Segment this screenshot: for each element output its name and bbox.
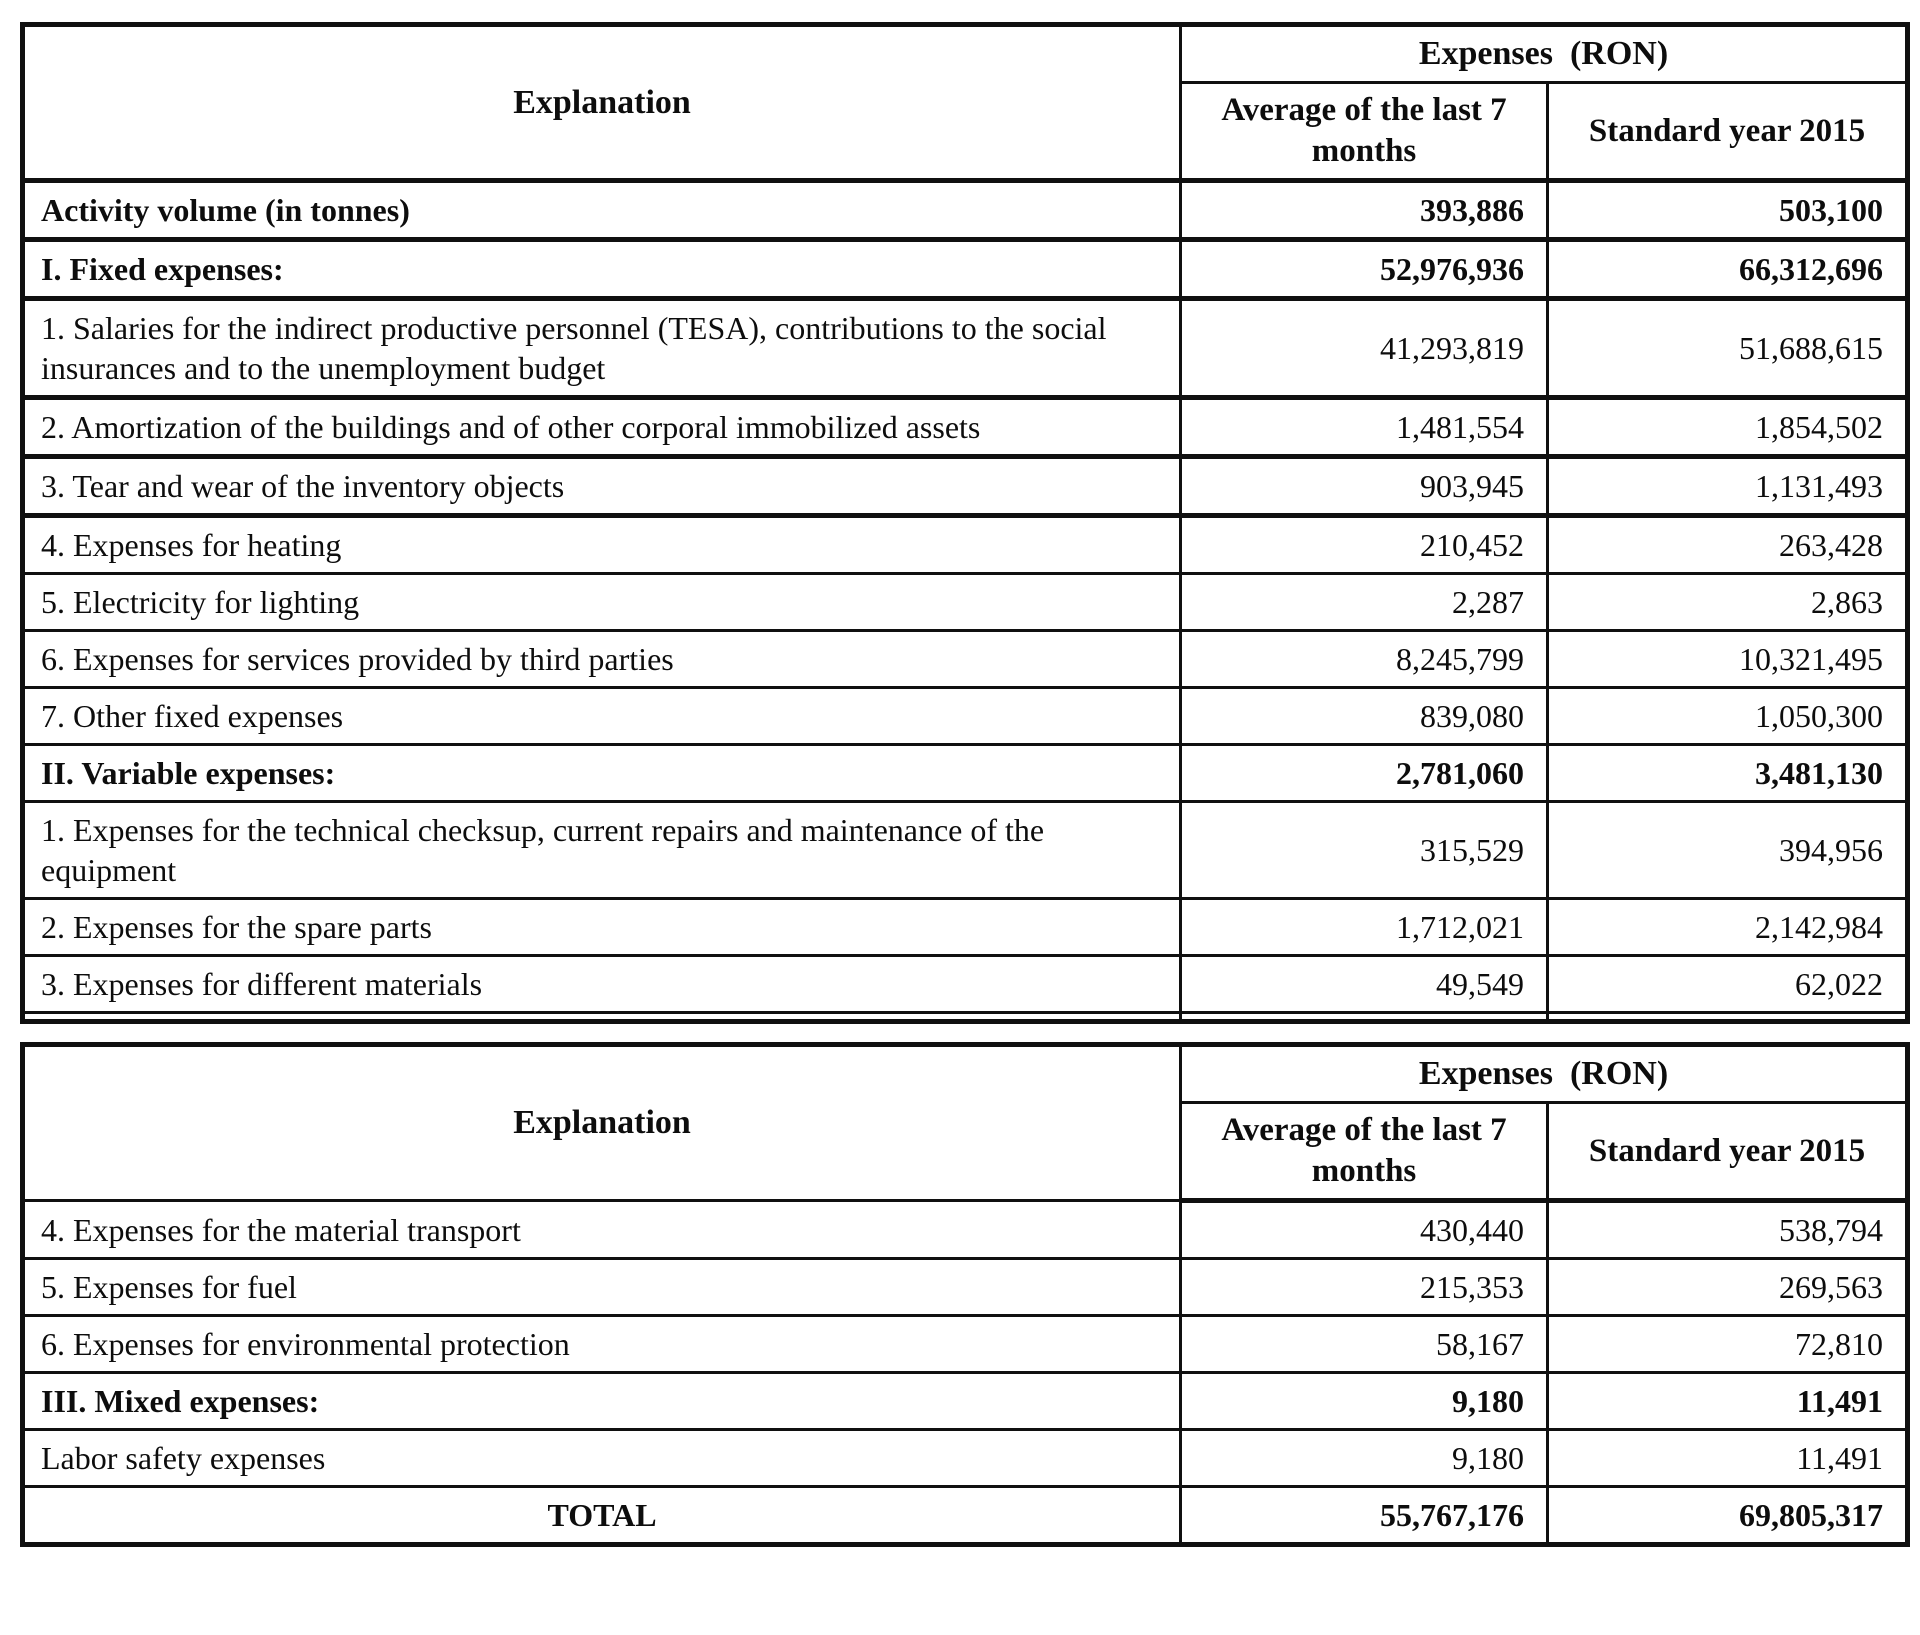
table-row	[23, 457, 1908, 516]
table-row	[23, 240, 1908, 299]
row-label-cell: I. Fixed expenses:	[23, 240, 1181, 299]
row-label-cell: 1. Expenses for the technical checksup, current repairs and maintenance of the equipment	[23, 802, 1181, 899]
row-label-cell: 2. Expenses for the spare parts	[23, 899, 1181, 956]
standard-year-2015-column-header: Standard year 2015	[1548, 1103, 1908, 1201]
avg-value-cell: 2,781,060	[1181, 745, 1548, 802]
table-row	[23, 1259, 1908, 1316]
avg-value-cell: 9,180	[1181, 1373, 1548, 1430]
std-value-cell: 263,428	[1548, 516, 1908, 574]
avg-value-cell: 41,293,819	[1181, 299, 1548, 398]
table-row	[23, 899, 1908, 956]
table-row	[23, 1316, 1908, 1373]
average-last-7-months-column-header: Average of the last 7 months	[1181, 83, 1548, 181]
row-label-cell: III. Mixed expenses:	[23, 1373, 1181, 1430]
table-row	[23, 1201, 1908, 1259]
explanation-column-header: Explanation	[23, 25, 1181, 181]
row-label-cell: 2. Amortization of the buildings and of other corporal immobilized assets	[23, 398, 1181, 457]
row-label-cell: 4. Expenses for heating	[23, 516, 1181, 574]
average-last-7-months-column-header: Average of the last 7 months	[1181, 1103, 1548, 1201]
std-value-cell: 394,956	[1548, 802, 1908, 899]
standard-year-2015-column-header: Standard year 2015	[1548, 83, 1908, 181]
avg-value-cell: 9,180	[1181, 1430, 1548, 1487]
row-label-cell: 1. Salaries for the indirect productive personnel (TESA), contributions to the social insurances and to the unemployment budget	[23, 299, 1181, 398]
row-label-cell: 5. Electricity for lighting	[23, 574, 1181, 631]
std-value-cell: 1,131,493	[1548, 457, 1908, 516]
row-label-cell: 7. Other fixed expenses	[23, 688, 1181, 745]
table-row	[23, 181, 1908, 240]
row-label-cell: II. Variable expenses:	[23, 745, 1181, 802]
table-row	[23, 745, 1908, 802]
avg-value-cell: 215,353	[1181, 1259, 1548, 1316]
std-value-cell: 3,481,130	[1548, 745, 1908, 802]
table-row	[23, 574, 1908, 631]
row-label-cell: 5. Expenses for fuel	[23, 1259, 1181, 1316]
std-value-cell: 11,491	[1548, 1373, 1908, 1430]
avg-value-cell: 839,080	[1181, 688, 1548, 745]
std-value-cell: 1,854,502	[1548, 398, 1908, 457]
sliver-cell	[1181, 1013, 1548, 1022]
table-1-body	[23, 181, 1908, 1013]
expenses-ron-group-header: Expenses (RON)	[1181, 1045, 1908, 1103]
std-value-cell: 503,100	[1548, 181, 1908, 240]
table-row	[23, 299, 1908, 398]
avg-value-cell: 58,167	[1181, 1316, 1548, 1373]
table-row	[23, 1373, 1908, 1430]
row-label-cell: 6. Expenses for services provided by third parties	[23, 631, 1181, 688]
std-value-cell: 1,050,300	[1548, 688, 1908, 745]
sliver-cell	[23, 1013, 1181, 1022]
table-row	[23, 631, 1908, 688]
table-row	[23, 802, 1908, 899]
table-row	[23, 516, 1908, 574]
row-label-cell: 3. Expenses for different materials	[23, 956, 1181, 1013]
avg-value-cell: 49,549	[1181, 956, 1548, 1013]
expenses-table-1	[20, 22, 1910, 1024]
sliver-cell	[1548, 1013, 1908, 1022]
table-row	[23, 688, 1908, 745]
table-2-body	[23, 1201, 1908, 1545]
row-label-cell: Labor safety expenses	[23, 1430, 1181, 1487]
header-row-group	[23, 1045, 1908, 1103]
avg-value-cell: 8,245,799	[1181, 631, 1548, 688]
std-value-cell: 66,312,696	[1548, 240, 1908, 299]
std-value-cell: 72,810	[1548, 1316, 1908, 1373]
std-value-cell: 538,794	[1548, 1201, 1908, 1259]
table-row	[23, 1430, 1908, 1487]
table-row	[23, 398, 1908, 457]
std-value-cell: 62,022	[1548, 956, 1908, 1013]
row-label-cell: Activity volume (in tonnes)	[23, 181, 1181, 240]
std-value-cell: 10,321,495	[1548, 631, 1908, 688]
avg-value-cell: 430,440	[1181, 1201, 1548, 1259]
avg-value-cell: 1,481,554	[1181, 398, 1548, 457]
std-value-cell: 69,805,317	[1548, 1487, 1908, 1545]
std-value-cell: 2,142,984	[1548, 899, 1908, 956]
table-gap	[20, 1024, 1905, 1042]
page-split-sliver-row	[23, 1013, 1908, 1022]
row-label-cell: 4. Expenses for the material transport	[23, 1201, 1181, 1259]
explanation-column-header: Explanation	[23, 1045, 1181, 1201]
std-value-cell: 51,688,615	[1548, 299, 1908, 398]
expenses-table-2	[20, 1042, 1910, 1547]
row-label-cell: TOTAL	[23, 1487, 1181, 1545]
std-value-cell: 11,491	[1548, 1430, 1908, 1487]
header-row-group	[23, 25, 1908, 83]
avg-value-cell: 210,452	[1181, 516, 1548, 574]
avg-value-cell: 2,287	[1181, 574, 1548, 631]
expenses-ron-group-header: Expenses (RON)	[1181, 25, 1908, 83]
table-row	[23, 956, 1908, 1013]
avg-value-cell: 52,976,936	[1181, 240, 1548, 299]
avg-value-cell: 903,945	[1181, 457, 1548, 516]
table-row	[23, 1487, 1908, 1545]
row-label-cell: 3. Tear and wear of the inventory objects	[23, 457, 1181, 516]
avg-value-cell: 55,767,176	[1181, 1487, 1548, 1545]
avg-value-cell: 393,886	[1181, 181, 1548, 240]
std-value-cell: 269,563	[1548, 1259, 1908, 1316]
std-value-cell: 2,863	[1548, 574, 1908, 631]
avg-value-cell: 315,529	[1181, 802, 1548, 899]
avg-value-cell: 1,712,021	[1181, 899, 1548, 956]
row-label-cell: 6. Expenses for environmental protection	[23, 1316, 1181, 1373]
